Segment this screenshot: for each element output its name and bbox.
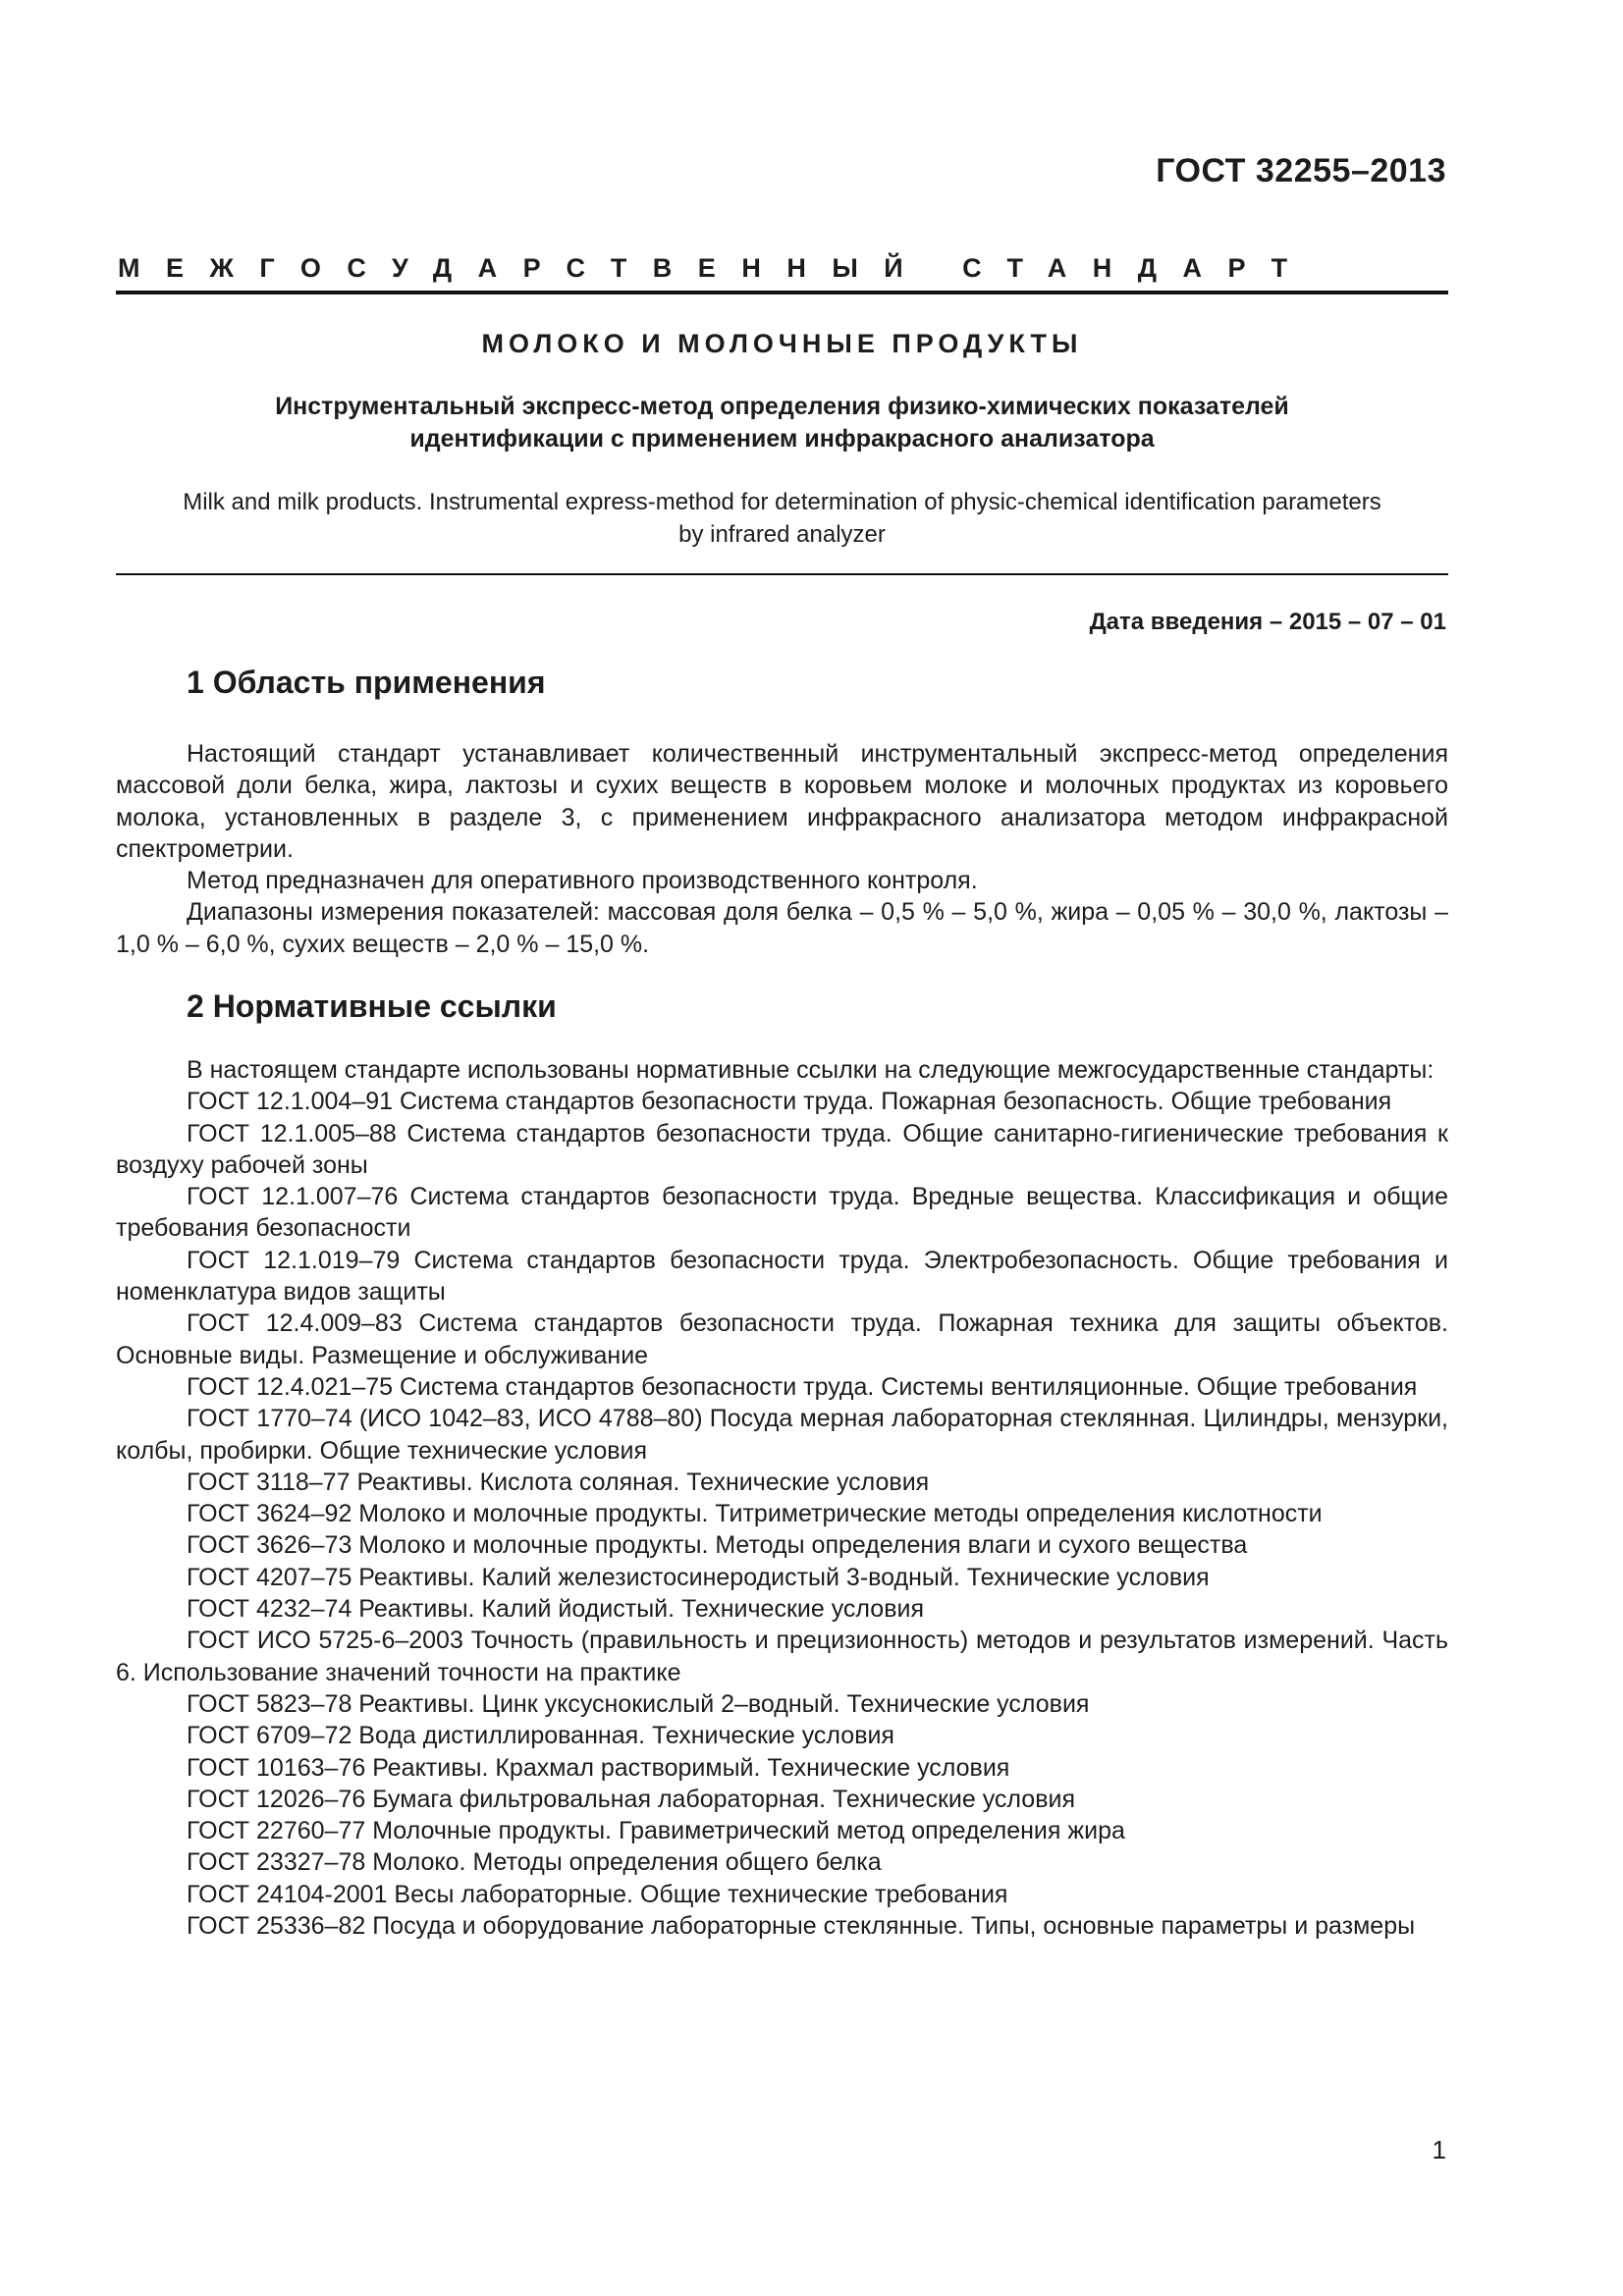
reference-item: ГОСТ 23327–78 Молоко. Методы определения общего белка — [187, 1848, 882, 1877]
english-title-line: by infrared analyzer — [678, 521, 886, 548]
reference-item: ГОСТ ИСО 5725-6–2003 Точность (правильность и прецизионность) методов и результатов измерений. Часть 6. Использование значений точности на практике — [116, 1627, 1448, 1686]
reference-item: ГОСТ 12.4.009–83 Система стандартов безопасности труда. Пожарная техника для защиты объектов. Основные виды. Размещение и обслуживание — [116, 1309, 1448, 1369]
reference-item: ГОСТ 4232–74 Реактивы. Калий йодистый. Технические условия — [187, 1595, 924, 1624]
document-subtitle — [116, 391, 1448, 455]
standard-type-heading: МЕЖГОСУДАРСТВЕННЫЙ СТАНДАРТ — [118, 253, 1314, 283]
page-number: 1 — [1432, 2135, 1446, 2164]
reference-item: ГОСТ 3118–77 Реактивы. Кислота соляная. Технические условия — [187, 1468, 930, 1496]
reference-item: ГОСТ 12.1.019–79 Система стандартов безопасности труда. Электробезопасность. Общие требования и номенклатура видов защиты — [116, 1246, 1448, 1307]
document-number: ГОСТ 32255–2013 — [1156, 152, 1446, 189]
reference-item: ГОСТ 12.1.005–88 Система стандартов безопасности труда. Общие санитарно-гигиенические требования к воздуху рабочей зоны — [116, 1119, 1448, 1179]
reference-item: ГОСТ 22760–77 Молочные продукты. Гравиметрический метод определения жира — [187, 1817, 1125, 1845]
subtitle-line: идентификации с применением инфракрасного анализатора — [409, 425, 1155, 453]
paragraph: Метод предназначен для оперативного производственного контроля. — [187, 867, 978, 895]
subtitle-line: Инструментальный экспресс-метод определения физико-химических показателей — [275, 393, 1289, 420]
reference-item: ГОСТ 6709–72 Вода дистиллированная. Технические условия — [187, 1722, 894, 1750]
reference-item: ГОСТ 24104-2001 Весы лабораторные. Общие технические требования — [187, 1880, 1008, 1908]
section-heading-references: 2 Нормативные ссылки — [187, 988, 557, 1024]
introduction-date: Дата введения – 2015 – 07 – 01 — [1089, 609, 1446, 635]
english-title — [116, 486, 1448, 551]
reference-item: ГОСТ 5823–78 Реактивы. Цинк уксуснокислый 2–водный. Технические условия — [187, 1689, 1090, 1718]
reference-item: ГОСТ 12.4.021–75 Система стандартов безопасности труда. Системы вентиляционные. Общие требования — [187, 1372, 1418, 1401]
title-divider — [116, 573, 1448, 575]
reference-item: ГОСТ 3624–92 Молоко и молочные продукты. Титриметрические методы определения кислотности — [187, 1500, 1323, 1528]
reference-item: ГОСТ 4207–75 Реактивы. Калий железистосинеродистый 3-водный. Технические условия — [187, 1563, 1210, 1591]
reference-item: ГОСТ 25336–82 Посуда и оборудование лабораторные стеклянные. Типы, основные параметры и размеры — [187, 1912, 1416, 1941]
section-scope-body — [116, 738, 1448, 960]
reference-item: ГОСТ 12.1.007–76 Система стандартов безопасности труда. Вредные вещества. Классификация и общие требования безопасности — [116, 1183, 1448, 1243]
reference-item: ГОСТ 12.1.004–91 Система стандартов безопасности труда. Пожарная безопасность. Общие требования — [187, 1088, 1392, 1116]
section-references-body — [116, 1054, 1448, 1942]
paragraph: Диапазоны измерения показателей: массовая доля белка – 0,5 % – 5,0 %, жира – 0,05 % – 30,0 %, лактозы – 1,0 % – 6,0 %, сухих веществ – 2,0 % – 15,0 %. — [116, 898, 1448, 958]
paragraph: Настоящий стандарт устанавливает количественный инструментальный экспресс-метод определения массовой доли белка, жира, лактозы и сухих веществ в коровьем молоке и молочных продуктах из коровьего молока, установленных в разделе 3, с применением инфракрасного анализатора методом инфракрасной спектрометрии. — [116, 740, 1448, 863]
document-title: МОЛОКО И МОЛОЧНЫЕ ПРОДУКТЫ — [481, 329, 1083, 358]
english-title-line: Milk and milk products. Instrumental express-method for determination of physic-chemical identification parameters — [183, 489, 1381, 515]
reference-item: ГОСТ 3626–73 Молоко и молочные продукты. Методы определения влаги и сухого вещества — [187, 1531, 1248, 1560]
reference-item: ГОСТ 12026–76 Бумага фильтровальная лабораторная. Технические условия — [187, 1785, 1075, 1813]
paragraph: В настоящем стандарте использованы нормативные ссылки на следующие межгосударственные стандарты: — [187, 1056, 1434, 1084]
section-heading-scope: 1 Область применения — [187, 665, 546, 700]
header-divider — [116, 291, 1448, 294]
reference-item: ГОСТ 1770–74 (ИСО 1042–83, ИСО 4788–80) Посуда мерная лабораторная стеклянная. Цилиндры, мензурки, колбы, пробирки. Общие технические условия — [116, 1405, 1448, 1465]
reference-item: ГОСТ 10163–76 Реактивы. Крахмал растворимый. Технические условия — [187, 1753, 1010, 1782]
